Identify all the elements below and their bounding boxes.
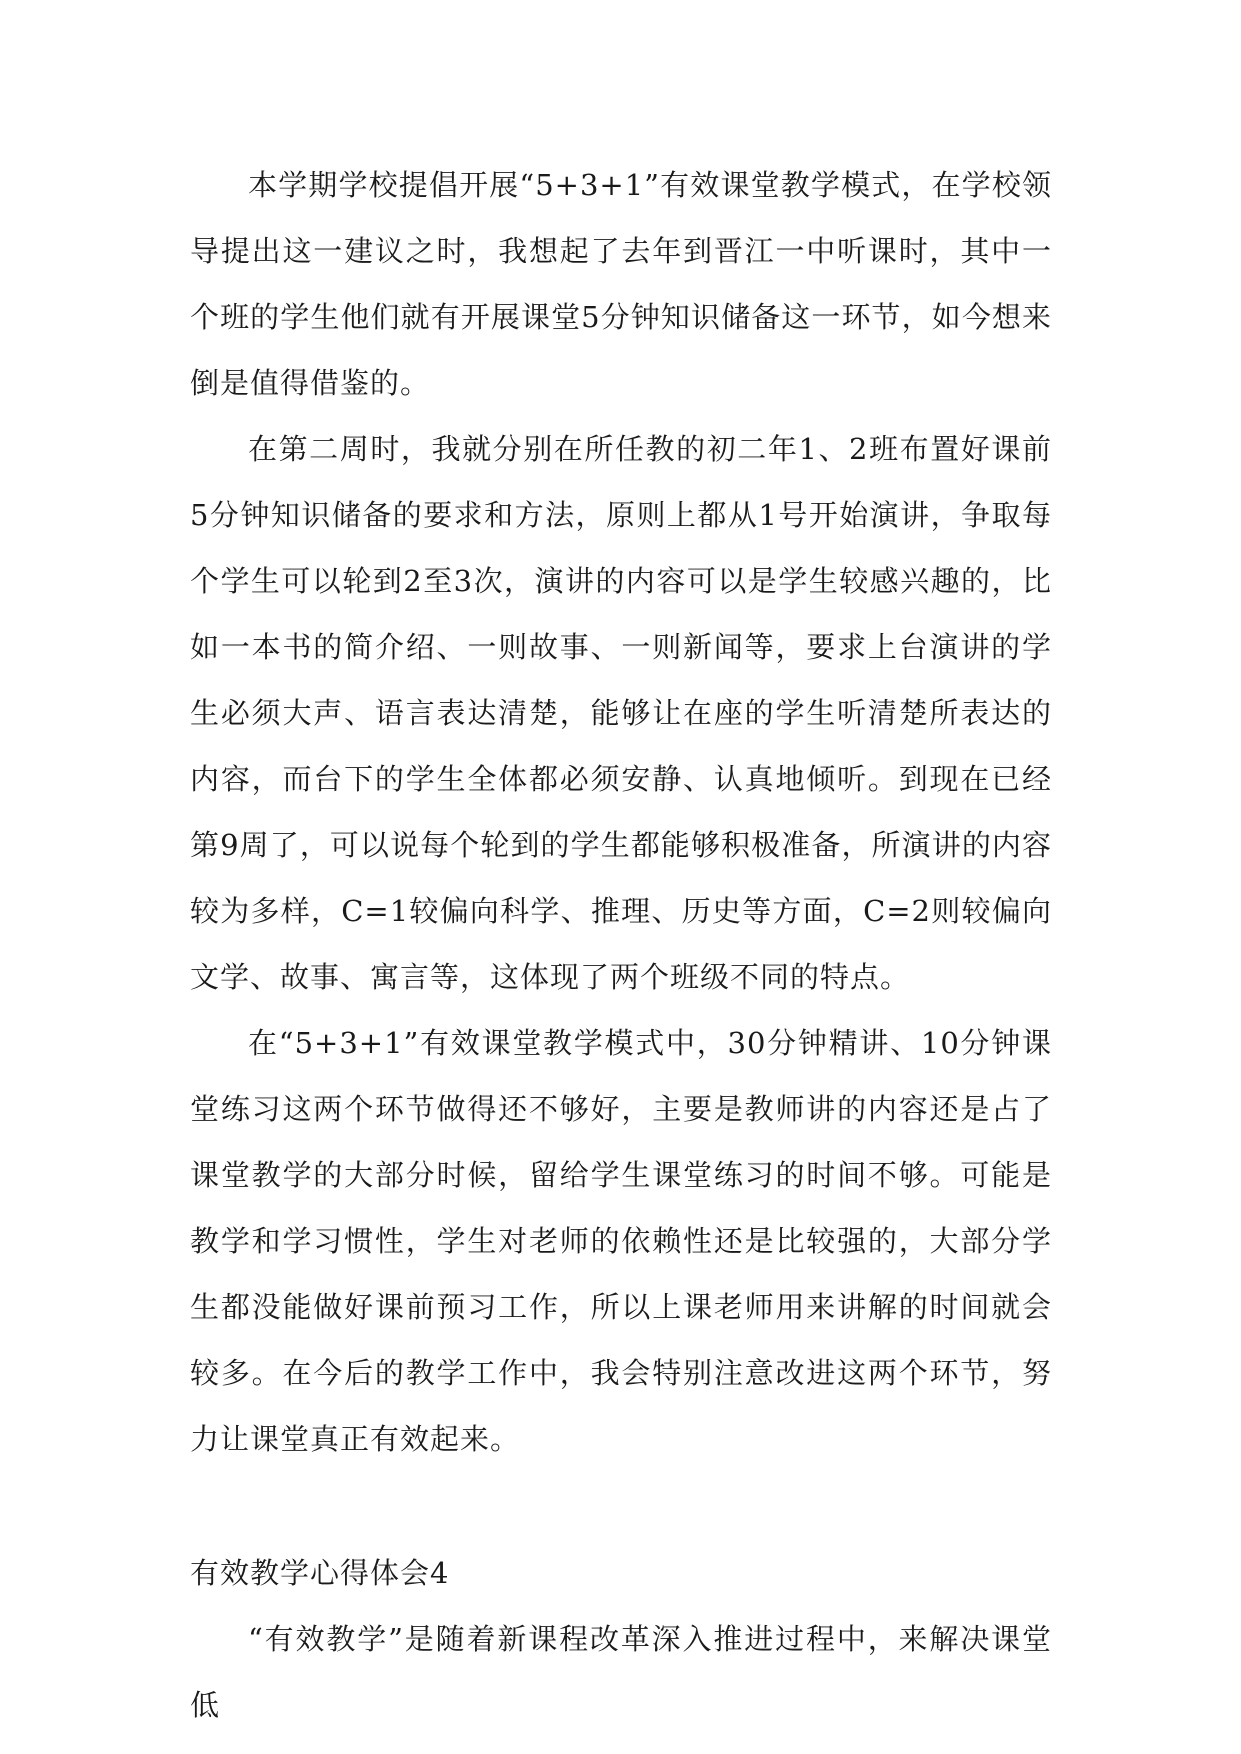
section-title: 有效教学心得体会4: [190, 1556, 450, 1590]
paragraph-3: 在“5+3+1”有效课堂教学模式中，30分钟精讲、10分钟课堂练习这两个环节做得还不够好，主要是教师讲的内容还是占了课堂教学的大部分时候，留给学生课堂练习的时间不够。可能是教学和学习惯性，学生对老师的依赖性还是比较强的，大部分学生都没能做好课前预习工作，所以上课老师用来讲解的时间就会较多。在今后的教学工作中，我会特别注意改进这两个环节，努力让课堂真正有效起来。: [190, 1026, 1052, 1456]
section-paragraph: “有效教学”是随着新课程改革深入推进过程中，来解决课堂低: [190, 1622, 1052, 1722]
paragraph-1: 本学期学校提倡开展“5+3+1”有效课堂教学模式，在学校领导提出这一建议之时，我想起了去年到晋江一中听课时，其中一个班的学生他们就有开展课堂5分钟知识储备这一环节，如今想来倒是值得借鉴的。: [190, 168, 1052, 400]
document-body: [190, 152, 1052, 1738]
paragraph-2: 在第二周时，我就分别在所任教的初二年1、2班布置好课前5分钟知识储备的要求和方法，原则上都从1号开始演讲，争取每个学生可以轮到2至3次，演讲的内容可以是学生较感兴趣的，比如一本书的简介绍、一则故事、一则新闻等，要求上台演讲的学生必须大声、语言表达清楚，能够让在座的学生听清楚所表达的内容，而台下的学生全体都必须安静、认真地倾听。到现在已经第9周了，可以说每个轮到的学生都能够积极准备，所演讲的内容较为多样，C=1较偏向科学、推理、历史等方面，C=2则较偏向文学、故事、寓言等，这体现了两个班级不同的特点。: [190, 432, 1052, 994]
